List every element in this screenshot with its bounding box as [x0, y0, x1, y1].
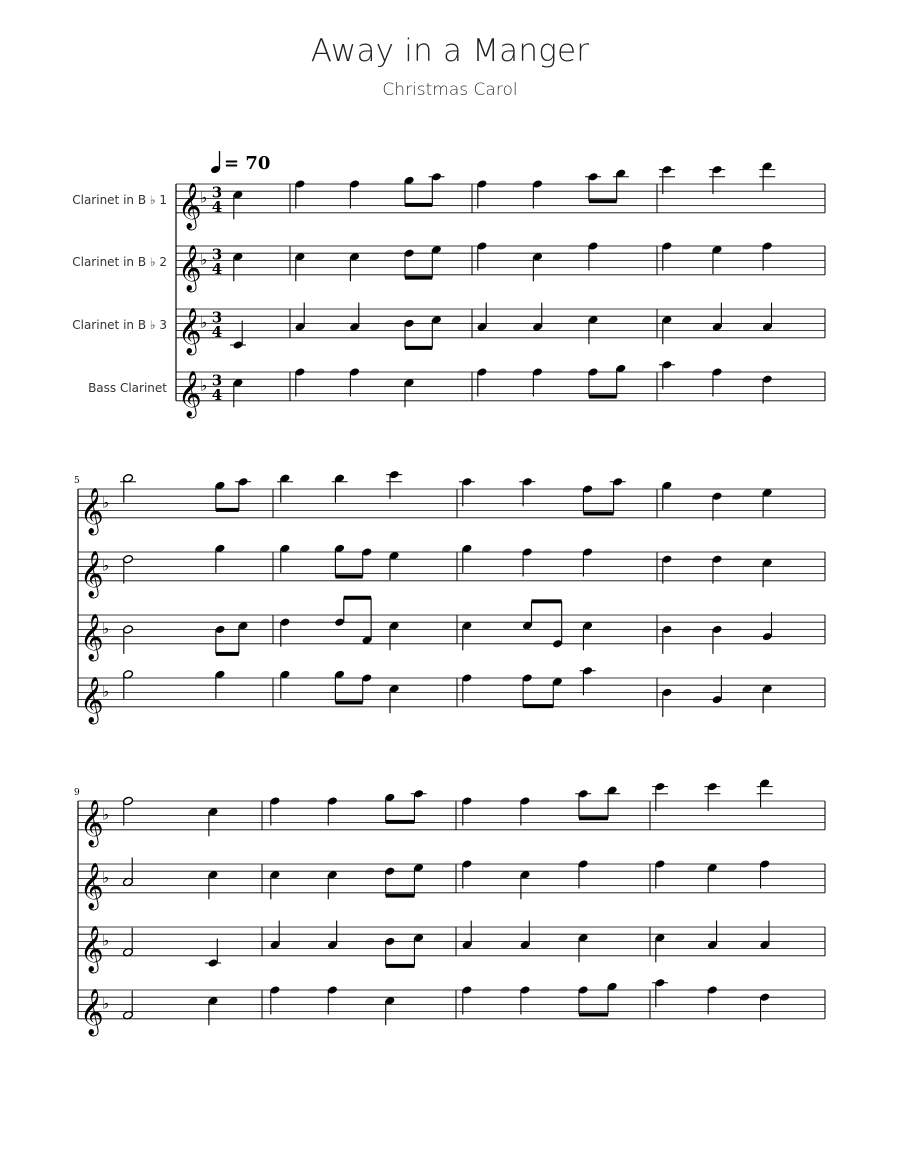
time-signature-top: 3 — [211, 183, 223, 202]
instrument-label-bass-clarinet: Bass Clarinet — [88, 381, 167, 395]
measure-number-5: 5 — [74, 476, 80, 486]
flat-sign-icon: ♭ — [102, 931, 110, 950]
flat-sign-icon: ♭ — [200, 188, 208, 207]
treble-clef-icon: 𝄞 — [80, 925, 104, 972]
staff-4 — [78, 978, 825, 1037]
time-signature-bottom: 4 — [211, 386, 223, 405]
time-signature-top: 3 — [211, 245, 223, 264]
staff-4 — [176, 360, 825, 419]
treble-clef-icon: 𝄞 — [80, 550, 104, 597]
staff-3 — [176, 303, 825, 356]
instrument-label-clarinet-3: Clarinet in B ♭ 3 — [72, 318, 167, 332]
score-subtitle: Christmas Carol — [382, 80, 518, 100]
measure-number-9: 9 — [74, 788, 80, 798]
flat-sign-icon: ♭ — [102, 556, 110, 575]
flat-sign-icon: ♭ — [102, 994, 110, 1013]
time-signature-top: 3 — [211, 308, 223, 327]
time-signature-bottom: 4 — [211, 198, 223, 217]
treble-clef-icon: 𝄞 — [178, 182, 202, 229]
flat-sign-icon: ♭ — [200, 250, 208, 269]
time-signature-top: 3 — [211, 371, 223, 390]
treble-clef-icon: 𝄞 — [80, 676, 104, 723]
flat-sign-icon: ♭ — [200, 313, 208, 332]
staff-4 — [78, 666, 825, 725]
staff-2 — [78, 544, 825, 599]
score-title: Away in a Manger — [310, 33, 590, 69]
flat-sign-icon: ♭ — [200, 376, 208, 395]
instrument-label-clarinet-2: Clarinet in B ♭ 2 — [72, 255, 167, 269]
treble-clef-icon: 𝄞 — [178, 244, 202, 291]
system-3 — [78, 778, 825, 1037]
staff-1 — [78, 470, 825, 536]
flat-sign-icon: ♭ — [102, 619, 110, 638]
staff-1 — [176, 161, 825, 231]
tempo-text: = 70 — [224, 153, 271, 174]
staff-3 — [78, 598, 825, 662]
flat-sign-icon: ♭ — [102, 805, 110, 824]
treble-clef-icon: 𝄞 — [80, 988, 104, 1035]
staff-1 — [78, 778, 825, 848]
time-signature-bottom: 4 — [211, 323, 223, 342]
staff-2 — [78, 858, 825, 911]
treble-clef-icon: 𝄞 — [80, 487, 104, 534]
flat-sign-icon: ♭ — [102, 868, 110, 887]
treble-clef-icon: 𝄞 — [178, 370, 202, 417]
flat-sign-icon: ♭ — [102, 682, 110, 701]
time-signature-bottom: 4 — [211, 260, 223, 279]
instrument-label-clarinet-1: Clarinet in B ♭ 1 — [72, 193, 167, 207]
treble-clef-icon: 𝄞 — [80, 613, 104, 660]
system-2 — [78, 470, 825, 725]
flat-sign-icon: ♭ — [102, 493, 110, 512]
staff-2 — [176, 241, 825, 293]
treble-clef-icon: 𝄞 — [80, 862, 104, 909]
staff-3 — [78, 921, 825, 974]
treble-clef-icon: 𝄞 — [80, 799, 104, 846]
treble-clef-icon: 𝄞 — [178, 307, 202, 354]
system-1 — [176, 161, 825, 419]
